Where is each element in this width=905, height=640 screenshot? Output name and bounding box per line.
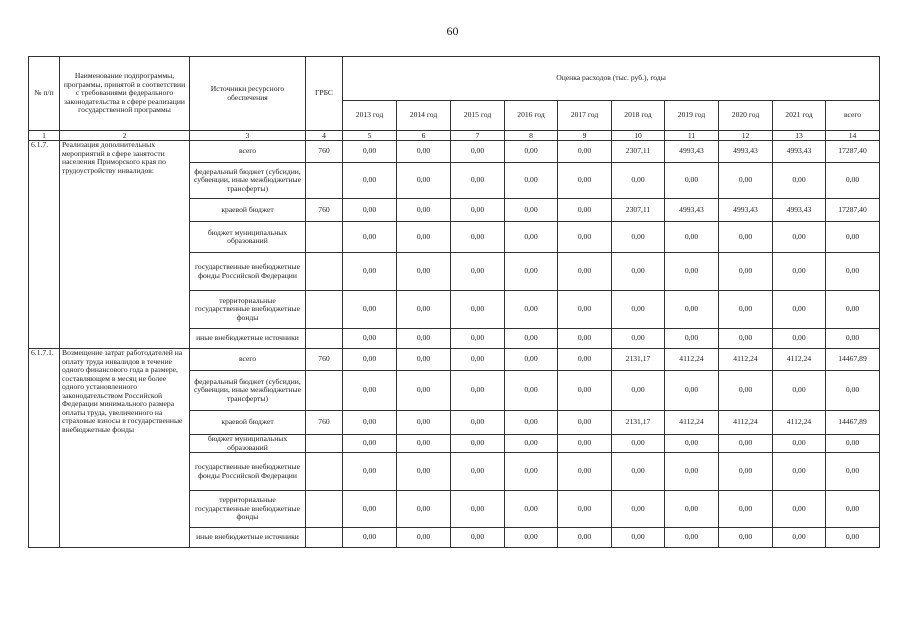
amount-cell: 0,00 (773, 222, 826, 253)
amount-cell: 0,00 (505, 141, 558, 163)
funding-source: бюджет муниципальных образований (190, 222, 306, 253)
funding-source: государственные внебюджетные фонды Российской Федерации (190, 453, 306, 491)
amount-cell: 0,00 (505, 491, 558, 528)
amount-cell: 0,00 (397, 435, 451, 453)
funding-source: бюджет муниципальных образований (190, 435, 306, 453)
amount-cell: 4112,24 (719, 411, 773, 435)
amount-cell: 0,00 (451, 222, 505, 253)
column-number: 6 (397, 131, 451, 141)
grbs-code: 760 (306, 141, 343, 163)
column-number: 7 (451, 131, 505, 141)
amount-cell: 17287,40 (826, 199, 880, 222)
grbs-code (306, 291, 343, 329)
amount-cell: 2131,17 (612, 349, 665, 371)
column-number: 14 (826, 131, 880, 141)
amount-cell: 0,00 (558, 349, 612, 371)
amount-cell: 0,00 (826, 528, 880, 548)
amount-cell: 2131,17 (612, 411, 665, 435)
amount-cell: 0,00 (719, 329, 773, 349)
amount-cell: 0,00 (451, 253, 505, 291)
grbs-code (306, 163, 343, 199)
amount-cell: 0,00 (505, 453, 558, 491)
amount-cell: 0,00 (612, 435, 665, 453)
header-year: 2013 год (343, 101, 397, 131)
amount-cell: 0,00 (719, 253, 773, 291)
amount-cell: 4993,43 (665, 199, 719, 222)
amount-cell: 0,00 (558, 253, 612, 291)
amount-cell: 0,00 (612, 453, 665, 491)
amount-cell: 0,00 (826, 435, 880, 453)
amount-cell: 0,00 (719, 222, 773, 253)
amount-cell: 0,00 (665, 435, 719, 453)
amount-cell: 0,00 (451, 199, 505, 222)
amount-cell: 0,00 (719, 163, 773, 199)
section-name: Реализация дополнительных мероприятий в сфере занятости населения Приморского края по трудоустройству инвалидов: (60, 141, 190, 349)
grbs-code (306, 491, 343, 528)
grbs-code: 760 (306, 199, 343, 222)
amount-cell: 0,00 (719, 291, 773, 329)
header-grbs: ГРБС (306, 57, 343, 131)
amount-cell: 0,00 (397, 411, 451, 435)
amount-cell: 0,00 (773, 329, 826, 349)
amount-cell: 2307,11 (612, 199, 665, 222)
amount-cell: 0,00 (343, 435, 397, 453)
amount-cell: 0,00 (451, 491, 505, 528)
amount-cell: 0,00 (343, 291, 397, 329)
funding-source: территориальные государственные внебюджетные фонды (190, 491, 306, 528)
amount-cell: 0,00 (397, 253, 451, 291)
amount-cell: 0,00 (773, 435, 826, 453)
column-number: 1 (29, 131, 60, 141)
amount-cell: 4993,43 (719, 199, 773, 222)
amount-cell: 0,00 (558, 199, 612, 222)
amount-cell: 0,00 (558, 222, 612, 253)
header-year: 2019 год (665, 101, 719, 131)
amount-cell: 0,00 (612, 371, 665, 411)
amount-cell: 0,00 (451, 435, 505, 453)
amount-cell: 0,00 (773, 371, 826, 411)
amount-cell: 0,00 (773, 291, 826, 329)
amount-cell: 0,00 (665, 329, 719, 349)
amount-cell: 0,00 (665, 222, 719, 253)
amount-cell: 0,00 (505, 411, 558, 435)
grbs-code (306, 329, 343, 349)
header-year: 2017 год (558, 101, 612, 131)
amount-cell: 0,00 (451, 329, 505, 349)
header-name: Наименование подпрограммы, программы, принятой в соответствии с требованиями федерального законодательства в сфере реализации государственной программы (60, 57, 190, 131)
grbs-code (306, 222, 343, 253)
amount-cell: 0,00 (719, 528, 773, 548)
amount-cell: 0,00 (397, 329, 451, 349)
amount-cell: 0,00 (343, 491, 397, 528)
amount-cell: 0,00 (826, 253, 880, 291)
column-number: 11 (665, 131, 719, 141)
amount-cell: 0,00 (343, 411, 397, 435)
grbs-code: 760 (306, 411, 343, 435)
header-estimate: Оценка расходов (тыс. руб.), годы (343, 57, 880, 101)
amount-cell: 0,00 (397, 141, 451, 163)
amount-cell: 0,00 (665, 253, 719, 291)
amount-cell: 0,00 (719, 371, 773, 411)
amount-cell: 0,00 (505, 528, 558, 548)
amount-cell: 0,00 (558, 453, 612, 491)
amount-cell: 0,00 (451, 349, 505, 371)
column-number: 8 (505, 131, 558, 141)
amount-cell: 0,00 (343, 329, 397, 349)
funding-source: территориальные государственные внебюджетные фонды (190, 291, 306, 329)
amount-cell: 0,00 (343, 453, 397, 491)
amount-cell: 0,00 (343, 371, 397, 411)
section-code: 6.1.7.1. (29, 349, 60, 548)
column-number: 3 (190, 131, 306, 141)
amount-cell: 0,00 (665, 371, 719, 411)
amount-cell: 4993,43 (773, 141, 826, 163)
amount-cell: 0,00 (719, 491, 773, 528)
funding-source: федеральный бюджет (субсидии, субвенции, иные межбюджетные трансферты) (190, 371, 306, 411)
amount-cell: 4112,24 (719, 349, 773, 371)
grbs-code (306, 371, 343, 411)
amount-cell: 0,00 (612, 253, 665, 291)
amount-cell: 4993,43 (719, 141, 773, 163)
amount-cell: 0,00 (826, 222, 880, 253)
amount-cell: 0,00 (773, 253, 826, 291)
amount-cell: 0,00 (397, 349, 451, 371)
header-year: 2020 год (719, 101, 773, 131)
amount-cell: 0,00 (558, 163, 612, 199)
amount-cell: 0,00 (612, 528, 665, 548)
amount-cell: 0,00 (451, 411, 505, 435)
amount-cell: 0,00 (397, 291, 451, 329)
amount-cell: 0,00 (397, 453, 451, 491)
funding-source: государственные внебюджетные фонды Российской Федерации (190, 253, 306, 291)
grbs-code (306, 435, 343, 453)
table-row (29, 349, 880, 371)
amount-cell: 0,00 (558, 329, 612, 349)
column-number: 13 (773, 131, 826, 141)
amount-cell: 4112,24 (665, 411, 719, 435)
amount-cell: 0,00 (451, 141, 505, 163)
budget-table (28, 56, 880, 548)
amount-cell: 0,00 (719, 435, 773, 453)
amount-cell: 0,00 (343, 222, 397, 253)
column-number: 2 (60, 131, 190, 141)
column-number: 9 (558, 131, 612, 141)
amount-cell: 0,00 (665, 491, 719, 528)
amount-cell: 0,00 (397, 199, 451, 222)
amount-cell: 4112,24 (773, 411, 826, 435)
column-number: 12 (719, 131, 773, 141)
amount-cell: 0,00 (558, 371, 612, 411)
amount-cell: 4993,43 (665, 141, 719, 163)
amount-cell: 0,00 (826, 453, 880, 491)
amount-cell: 0,00 (451, 291, 505, 329)
table-body (29, 141, 880, 548)
amount-cell: 0,00 (451, 371, 505, 411)
header-year: 2014 год (397, 101, 451, 131)
page-number: 60 (446, 24, 459, 38)
header-year: 2018 год (612, 101, 665, 131)
column-number: 5 (343, 131, 397, 141)
amount-cell: 0,00 (505, 329, 558, 349)
amount-cell: 0,00 (397, 163, 451, 199)
header-year: 2015 год (451, 101, 505, 131)
grbs-code (306, 253, 343, 291)
amount-cell: 0,00 (826, 291, 880, 329)
amount-cell: 0,00 (558, 528, 612, 548)
amount-cell: 0,00 (558, 491, 612, 528)
amount-cell: 0,00 (773, 163, 826, 199)
amount-cell: 0,00 (343, 141, 397, 163)
amount-cell: 0,00 (505, 163, 558, 199)
amount-cell: 0,00 (558, 291, 612, 329)
table-header (29, 57, 880, 141)
amount-cell: 0,00 (343, 349, 397, 371)
amount-cell: 4112,24 (665, 349, 719, 371)
amount-cell: 4993,43 (773, 199, 826, 222)
table-row (29, 141, 880, 163)
amount-cell: 0,00 (773, 491, 826, 528)
amount-cell: 0,00 (451, 528, 505, 548)
amount-cell: 0,00 (773, 453, 826, 491)
amount-cell: 0,00 (665, 453, 719, 491)
funding-source: федеральный бюджет (субсидии, субвенции, иные межбюджетные трансферты) (190, 163, 306, 199)
amount-cell: 2307,11 (612, 141, 665, 163)
amount-cell: 0,00 (451, 163, 505, 199)
amount-cell: 0,00 (719, 453, 773, 491)
amount-cell: 0,00 (612, 329, 665, 349)
amount-cell: 0,00 (397, 222, 451, 253)
section-name: Возмещение затрат работодателей на оплату труда инвалидов в течение одного финансового года в размере, составляющем в месяц не более одного установленного законодательством Российской Федерации минимального размера оплаты труда, увеличенного на страховые взносы в государственные внебюджетные фонды (60, 349, 190, 548)
amount-cell: 14467,89 (826, 411, 880, 435)
amount-cell: 0,00 (612, 491, 665, 528)
grbs-code (306, 453, 343, 491)
funding-source: иные внебюджетные источники (190, 528, 306, 548)
amount-cell: 0,00 (612, 163, 665, 199)
amount-cell: 0,00 (505, 253, 558, 291)
amount-cell: 0,00 (558, 411, 612, 435)
column-number: 4 (306, 131, 343, 141)
amount-cell: 0,00 (343, 199, 397, 222)
header-year: 2021 год (773, 101, 826, 131)
amount-cell: 0,00 (397, 528, 451, 548)
funding-source: краевой бюджет (190, 199, 306, 222)
section-code: 6.1.7. (29, 141, 60, 349)
amount-cell: 0,00 (665, 528, 719, 548)
amount-cell: 0,00 (505, 222, 558, 253)
header-year: 2016 год (505, 101, 558, 131)
column-numbers-row (29, 131, 880, 141)
amount-cell: 14467,89 (826, 349, 880, 371)
amount-cell: 0,00 (343, 253, 397, 291)
amount-cell: 0,00 (826, 491, 880, 528)
header-number: № п/п (29, 57, 60, 131)
amount-cell: 0,00 (505, 435, 558, 453)
grbs-code (306, 528, 343, 548)
amount-cell: 0,00 (826, 163, 880, 199)
amount-cell: 0,00 (773, 528, 826, 548)
amount-cell: 0,00 (505, 291, 558, 329)
funding-source: всего (190, 349, 306, 371)
amount-cell: 0,00 (558, 141, 612, 163)
amount-cell: 0,00 (665, 291, 719, 329)
amount-cell: 0,00 (665, 163, 719, 199)
amount-cell: 4112,24 (773, 349, 826, 371)
amount-cell: 0,00 (558, 435, 612, 453)
amount-cell: 0,00 (826, 329, 880, 349)
amount-cell: 17287,40 (826, 141, 880, 163)
funding-source: краевой бюджет (190, 411, 306, 435)
amount-cell: 0,00 (397, 371, 451, 411)
funding-source: всего (190, 141, 306, 163)
amount-cell: 0,00 (612, 291, 665, 329)
amount-cell: 0,00 (505, 349, 558, 371)
header-year: всего (826, 101, 880, 131)
amount-cell: 0,00 (343, 163, 397, 199)
header-source: Источники ресурсного обеспечения (190, 57, 306, 131)
column-number: 10 (612, 131, 665, 141)
grbs-code: 760 (306, 349, 343, 371)
amount-cell: 0,00 (505, 371, 558, 411)
amount-cell: 0,00 (612, 222, 665, 253)
amount-cell: 0,00 (826, 371, 880, 411)
amount-cell: 0,00 (505, 199, 558, 222)
funding-source: иные внебюджетные источники (190, 329, 306, 349)
amount-cell: 0,00 (343, 528, 397, 548)
amount-cell: 0,00 (451, 453, 505, 491)
amount-cell: 0,00 (397, 491, 451, 528)
